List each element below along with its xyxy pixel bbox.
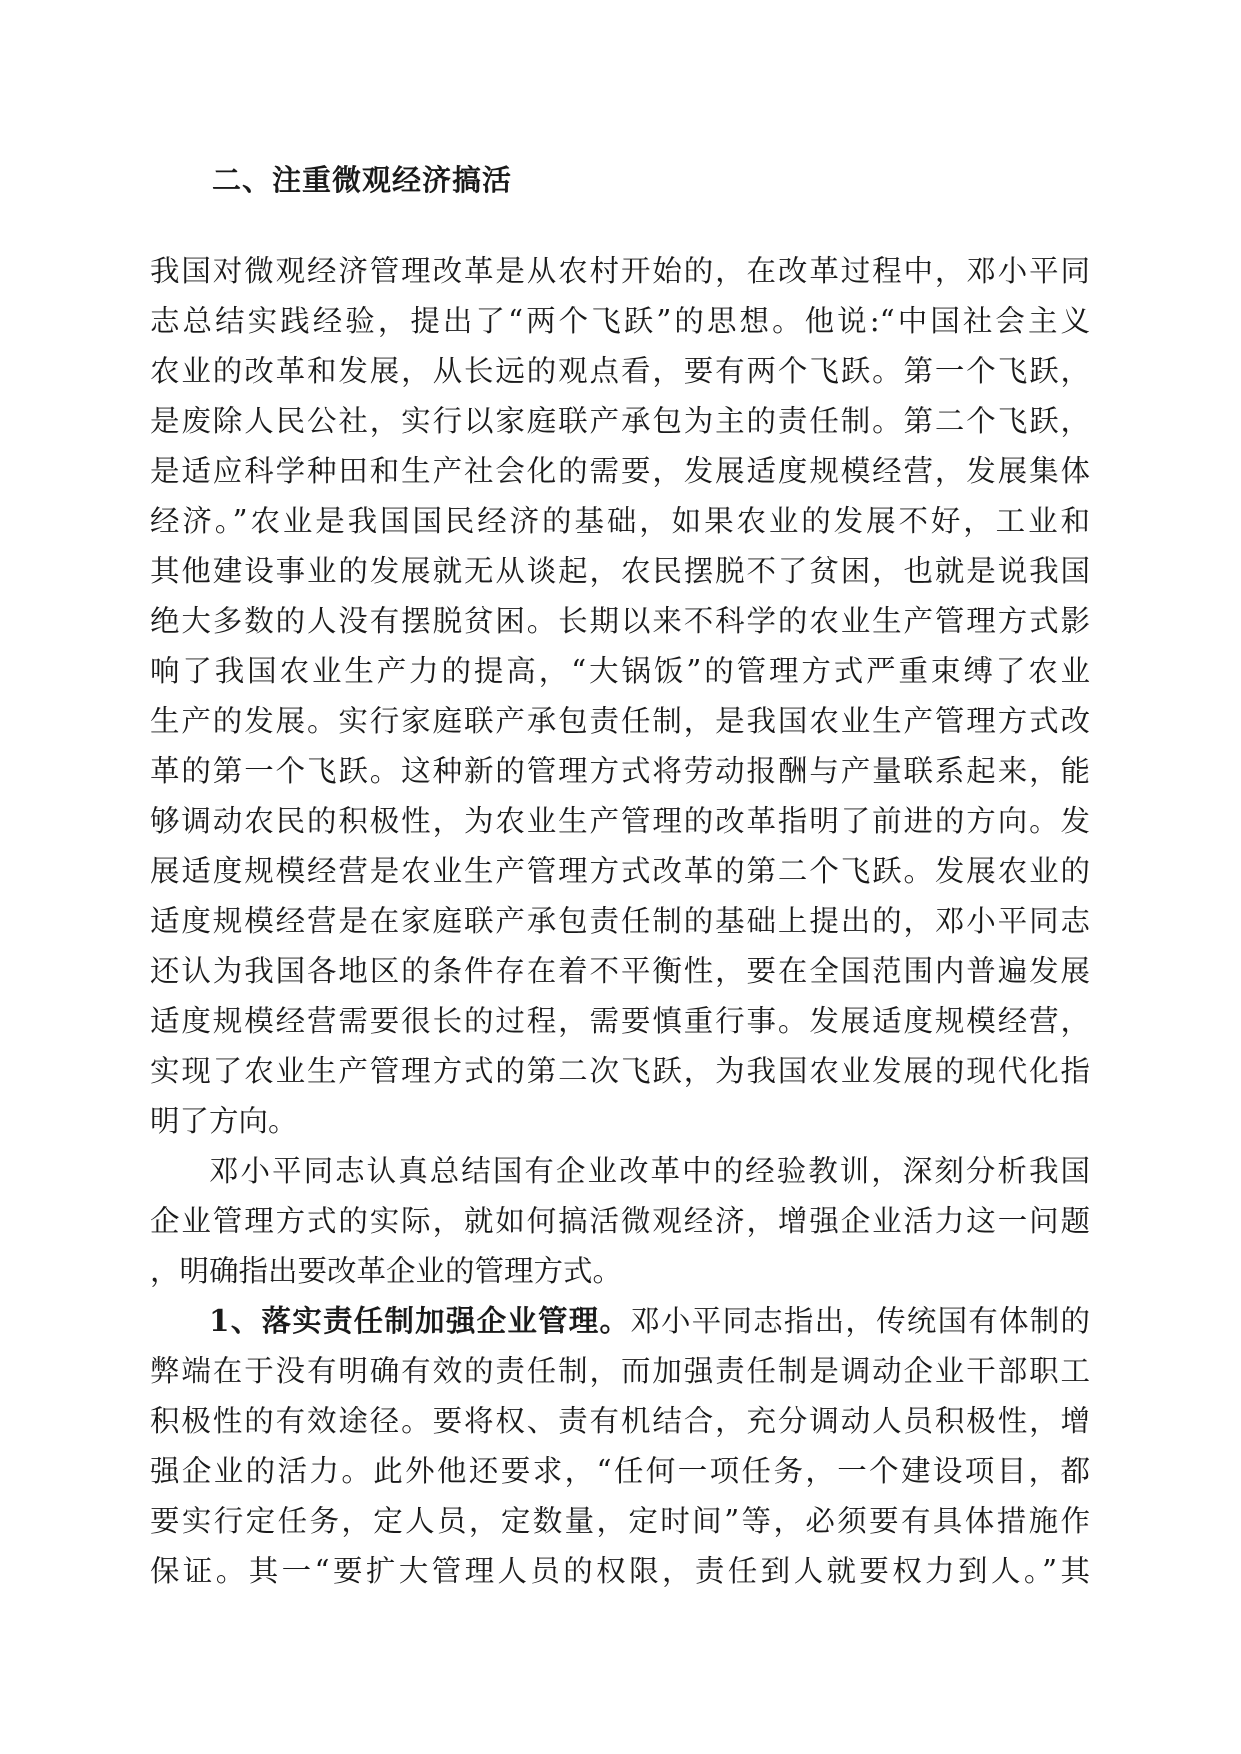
text-line: 生产的发展。实行家庭联产承包责任制，是我国农业生产管理方式改: [150, 704, 1090, 738]
text-line: 响了我国农业生产力的提高，“大锅饭”的管理方式严重束缚了农业: [150, 654, 1090, 688]
text-line: 经济。”农业是我国国民经济的基础，如果农业的发展不好，工业和: [150, 504, 1090, 538]
text-line: 保证。其一“要扩大管理人员的权限，责任到人就要权力到人。”其: [150, 1554, 1090, 1588]
bold-lead-heading: 1、落实责任制加强企业管理。: [209, 1303, 631, 1338]
text-line: 邓小平同志认真总结国有企业改革中的经验教训，深刻分析我国: [209, 1154, 1090, 1188]
paragraph-2: [150, 1146, 1090, 1296]
text-line: 我国对微观经济管理改革是从农村开始的，在改革过程中，邓小平同: [150, 254, 1090, 288]
text-line: 是适应科学种田和生产社会化的需要，发展适度规模经营，发展集体: [150, 454, 1090, 488]
text-line: 是废除人民公社，实行以家庭联产承包为主的责任制。第二个飞跃，: [150, 404, 1090, 438]
text-line: 绝大多数的人没有摆脱贫困。长期以来不科学的农业生产管理方式影: [150, 604, 1090, 638]
text-line: 其他建设事业的发展就无从谈起，农民摆脱不了贫困，也就是说我国: [150, 554, 1090, 588]
text-line: 强企业的活力。此外他还要求，“任何一项任务，一个建设项目，都: [150, 1454, 1090, 1488]
text-line: 明了方向。: [150, 1104, 298, 1138]
text-line: 革的第一个飞跃。这种新的管理方式将劳动报酬与产量联系起来，能: [150, 754, 1090, 788]
text-line: ，明确指出要改革企业的管理方式。: [150, 1254, 623, 1288]
paragraph-1: [150, 246, 1090, 1146]
text-line: 企业管理方式的实际，就如何搞活微观经济，增强企业活力这一问题: [150, 1204, 1090, 1238]
paragraph-3: [150, 1296, 1090, 1596]
text-line: 够调动农民的积极性，为农业生产管理的改革指明了前进的方向。发: [150, 804, 1090, 838]
body-text: [150, 246, 1090, 1596]
text-line: 适度规模经营是在家庭联产承包责任制的基础上提出的，邓小平同志: [150, 904, 1090, 938]
text-line: 积极性的有效途径。要将权、责有机结合，充分调动人员积极性，增: [150, 1404, 1090, 1438]
text-line-with-lead: [150, 1296, 1090, 1346]
text-line: 实现了农业生产管理方式的第二次飞跃，为我国农业发展的现代化指: [150, 1054, 1090, 1088]
text-line: 还认为我国各地区的条件存在着不平衡性，要在全国范围内普遍发展: [150, 954, 1090, 988]
text-line: 志总结实践经验，提出了“两个飞跃”的思想。他说:“中国社会主义: [150, 304, 1090, 338]
text-line-rest: 邓小平同志指出，传统国有体制的: [630, 1304, 1090, 1338]
text-line: 展适度规模经营是农业生产管理方式改革的第二个飞跃。发展农业的: [150, 854, 1090, 888]
text-line: 适度规模经营需要很长的过程，需要慎重行事。发展适度规模经营，: [150, 1004, 1090, 1038]
text-line: 农业的改革和发展，从长远的观点看，要有两个飞跃。第一个飞跃，: [150, 354, 1090, 388]
section-heading: 二、注重微观经济搞活: [212, 163, 513, 197]
text-line: 要实行定任务，定人员，定数量，定时间”等，必须要有具体措施作: [150, 1504, 1090, 1538]
text-line: 弊端在于没有明确有效的责任制，而加强责任制是调动企业干部职工: [150, 1354, 1090, 1388]
